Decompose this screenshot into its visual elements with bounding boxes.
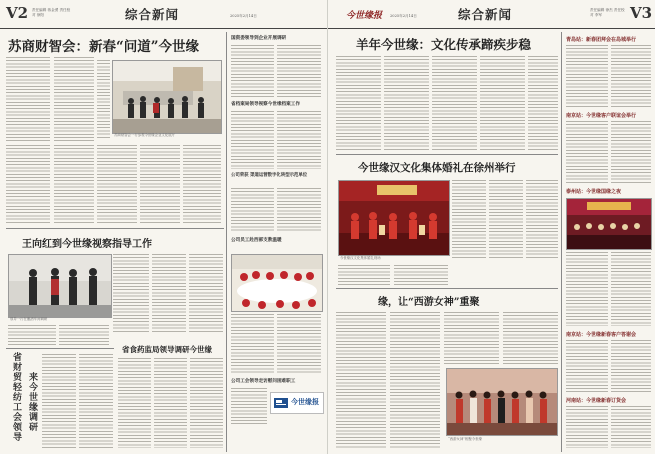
body-text-column — [566, 252, 608, 326]
body-text-column — [338, 265, 390, 285]
body-text-column — [611, 45, 651, 107]
photo-actresses-image — [447, 369, 557, 435]
photo-volunteers — [231, 254, 323, 312]
photo-wedding — [338, 180, 450, 256]
body-text-column — [444, 312, 499, 366]
section-title: 综合新闻 — [458, 7, 513, 22]
photo-caption: “西游女神”相聚今世缘 — [448, 437, 482, 441]
page-number: V2 — [6, 4, 29, 22]
body-text-column — [489, 180, 523, 260]
masthead-brand: 今世缘报 — [346, 11, 383, 21]
body-text-column — [526, 180, 558, 260]
body-text-column — [336, 312, 386, 448]
story-rule — [6, 228, 224, 229]
body-text-column — [118, 358, 151, 448]
logo-text: 今世缘报 — [291, 397, 319, 406]
header-meta: 责任编辑 蒋金勇 责任校对 徐阳 — [32, 8, 71, 17]
body-text-column — [336, 56, 381, 152]
body-text-column — [97, 60, 110, 140]
column-rule — [561, 32, 562, 452]
body-text-column — [79, 354, 113, 448]
body-text-column — [231, 111, 274, 169]
body-text-column — [566, 406, 608, 448]
body-text-column — [140, 145, 180, 225]
main-headline: 苏商财智会：新春“问道”今世缘 — [8, 39, 200, 55]
left-page-header — [0, 2, 327, 29]
body-text-column — [113, 254, 149, 332]
column-rule — [226, 32, 227, 452]
photo-leaders-image — [9, 255, 111, 317]
newspaper-icon — [273, 395, 289, 411]
story-rule — [6, 348, 114, 349]
body-text-column — [189, 254, 223, 332]
issue-date: 2025年2月14日 — [230, 14, 257, 18]
column-headline: 国资委领导到企业开展调研 — [231, 36, 287, 41]
body-text-column — [190, 358, 223, 448]
body-text-column — [97, 145, 137, 225]
vertical-headline: 省财贸轻纺工会领导 — [11, 352, 21, 442]
body-text-column — [452, 180, 486, 260]
body-text-column — [611, 121, 651, 183]
body-text-column — [611, 252, 651, 326]
photo-volunteers-image — [232, 255, 322, 311]
side-headline: 南京站：今世缘客户联谊会举行 — [566, 113, 637, 119]
photo-gala-image — [567, 199, 651, 249]
body-text-column — [42, 354, 76, 448]
body-text-column — [566, 121, 608, 183]
right-page — [328, 0, 655, 454]
body-text-column — [277, 188, 321, 233]
column-headline: 省档案局领导视察今世缘档案工作 — [231, 102, 300, 107]
body-text-column — [611, 340, 651, 392]
body-text-column — [54, 57, 94, 142]
body-text-column — [54, 145, 94, 225]
photo-meeting — [112, 60, 222, 134]
body-text-column — [277, 111, 321, 169]
body-text-column — [231, 314, 274, 374]
body-text-column — [390, 312, 440, 448]
body-text-column — [8, 325, 56, 345]
body-text-column — [384, 56, 429, 152]
body-text-column — [231, 45, 274, 97]
body-text-column — [277, 45, 321, 97]
page-number: V3 — [630, 4, 653, 22]
side-headline: 河南站：今世缘新春订货会 — [566, 398, 627, 404]
photo-caption: 今世缘汉文化集体婚礼现场 — [340, 256, 381, 260]
headline-2: 王向红到今世缘视察指导工作 — [22, 239, 152, 250]
side-headline: 泰州站：今世缘国缘之夜 — [566, 189, 622, 195]
photo-gala — [566, 198, 652, 250]
section-title: 综合新闻 — [125, 7, 180, 22]
photo-wedding-image — [339, 181, 449, 255]
photo-meeting-image — [113, 61, 221, 133]
right-page-header — [328, 2, 655, 29]
newspaper-logo — [270, 392, 324, 414]
header-meta: 责任编辑 徐杰 责任校对 李军 — [590, 8, 625, 17]
main-headline: 羊年今世缘：文化传承蹄疾步稳 — [356, 37, 532, 52]
body-text-column — [432, 56, 477, 152]
column-headline: 公司工会领导走访慰问困难职工 — [231, 379, 296, 384]
photo-caption: 苏商财智会一行参观今世缘企业文化展厅 — [114, 133, 176, 137]
vertical-headline: 来今世缘调研 — [27, 372, 37, 432]
body-text-column — [152, 254, 186, 332]
body-text-column — [566, 45, 608, 107]
body-text-column — [503, 312, 558, 366]
story-rule — [336, 154, 558, 155]
side-headline: 南京站：今世缘新春客户答谢会 — [566, 332, 637, 338]
headline-2: 今世缘汉文化集体婚礼在徐州举行 — [358, 162, 516, 174]
body-text-column — [231, 388, 267, 426]
story-rule — [336, 288, 558, 289]
photo-leaders — [8, 254, 112, 318]
headline-3: 缘，让“西游女神”重聚 — [378, 297, 480, 308]
photo-caption: 领导一行在酿酒车间调研 — [10, 317, 48, 321]
side-headline: 青岛站：新春团拜会在岛城举行 — [566, 37, 637, 43]
photo-actresses — [446, 368, 558, 436]
body-text-column — [154, 358, 187, 448]
body-text-column — [231, 188, 274, 233]
body-text-column — [6, 57, 50, 142]
body-text-column — [277, 314, 321, 374]
body-text-column — [611, 406, 651, 448]
column-headline: 公司员工赴西部支教温暖 — [231, 238, 282, 243]
body-text-column — [394, 265, 448, 285]
column-headline: 公司荣获 渠道运营数字化转型示范单位 — [231, 173, 308, 178]
body-text-column — [6, 145, 50, 225]
headline-3: 省食药监局领导调研今世缘 — [122, 345, 212, 354]
issue-date: 2025年2月14日 — [390, 14, 417, 18]
body-text-column — [183, 145, 221, 225]
body-text-column — [566, 340, 608, 392]
body-text-column — [528, 56, 558, 152]
body-text-column — [59, 325, 109, 345]
body-text-column — [480, 56, 525, 152]
